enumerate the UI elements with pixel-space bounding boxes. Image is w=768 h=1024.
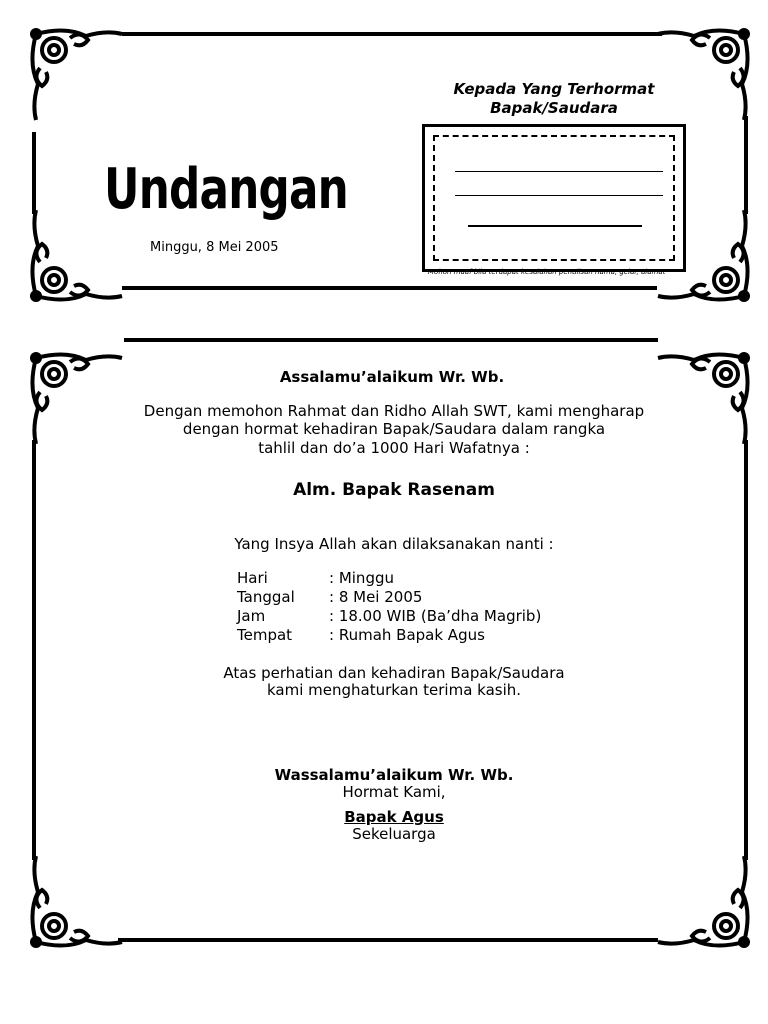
envelope-right-border (744, 116, 748, 214)
detail-value: : Minggu (329, 569, 394, 587)
letter-bottom-border (118, 938, 658, 942)
envelope-left-border (32, 132, 36, 214)
corner-ornament-icon (26, 24, 126, 124)
regards: Hormat Kami, (342, 783, 446, 801)
deceased-name: Alm. Bapak Rasenam (293, 480, 495, 500)
detail-label: Tanggal (237, 588, 295, 606)
closing-line-2: kami menghaturkan terima kasih. (266, 681, 522, 699)
detail-row-tempat (237, 626, 485, 644)
address-box-ornament (433, 135, 675, 261)
corner-ornament-icon (654, 852, 754, 952)
detail-label: Hari (237, 569, 268, 587)
address-box (422, 124, 686, 272)
envelope-title: Undangan (104, 157, 349, 222)
recipient-heading-line1: Kepada Yang Terhormat (453, 80, 655, 98)
detail-label: Tempat (237, 626, 293, 644)
detail-value: : Rumah Bapak Agus (329, 626, 485, 644)
address-fineprint: Mohon maaf bila terdapat kesalahan penulisan nama, gelar, alamat (428, 268, 666, 276)
address-line-3 (468, 225, 642, 227)
corner-ornament-icon (26, 852, 126, 952)
detail-row-hari (237, 569, 394, 587)
detail-row-jam (237, 607, 541, 625)
detail-label: Jam (237, 607, 266, 625)
intro-line-3: tahlil dan do’a 1000 Hari Wafatnya : (258, 439, 530, 457)
letter-top-border (124, 338, 658, 342)
intro-line-2: dengan hormat kehadiran Bapak/Saudara dalam rangka (182, 420, 606, 438)
address-line-1 (455, 171, 663, 172)
envelope-date: Minggu, 8 Mei 2005 (150, 240, 279, 255)
closing-line-1: Atas perhatian dan kehadiran Bapak/Saudara (223, 664, 565, 682)
detail-value: : 8 Mei 2005 (329, 588, 423, 606)
farewell: Wassalamu’alaikum Wr. Wb. (274, 766, 514, 784)
intro-line-1: Dengan memohon Rahmat dan Ridho Allah SWT, kami mengharap (143, 402, 645, 420)
address-line-2 (455, 195, 663, 196)
envelope-top-border (122, 32, 662, 36)
schedule-intro: Yang Insya Allah akan dilaksanakan nanti : (234, 535, 554, 553)
recipient-heading-line2: Bapak/Saudara (490, 99, 618, 117)
recipient-heading (420, 80, 688, 118)
detail-row-tanggal (237, 588, 422, 606)
greeting: Assalamu’alaikum Wr. Wb. (279, 368, 505, 386)
envelope-bottom-border (122, 286, 657, 290)
signer-subtitle: Sekeluarga (352, 825, 436, 843)
signer-name: Bapak Agus (344, 808, 444, 826)
detail-value: : 18.00 WIB (Ba’dha Magrib) (329, 607, 542, 625)
